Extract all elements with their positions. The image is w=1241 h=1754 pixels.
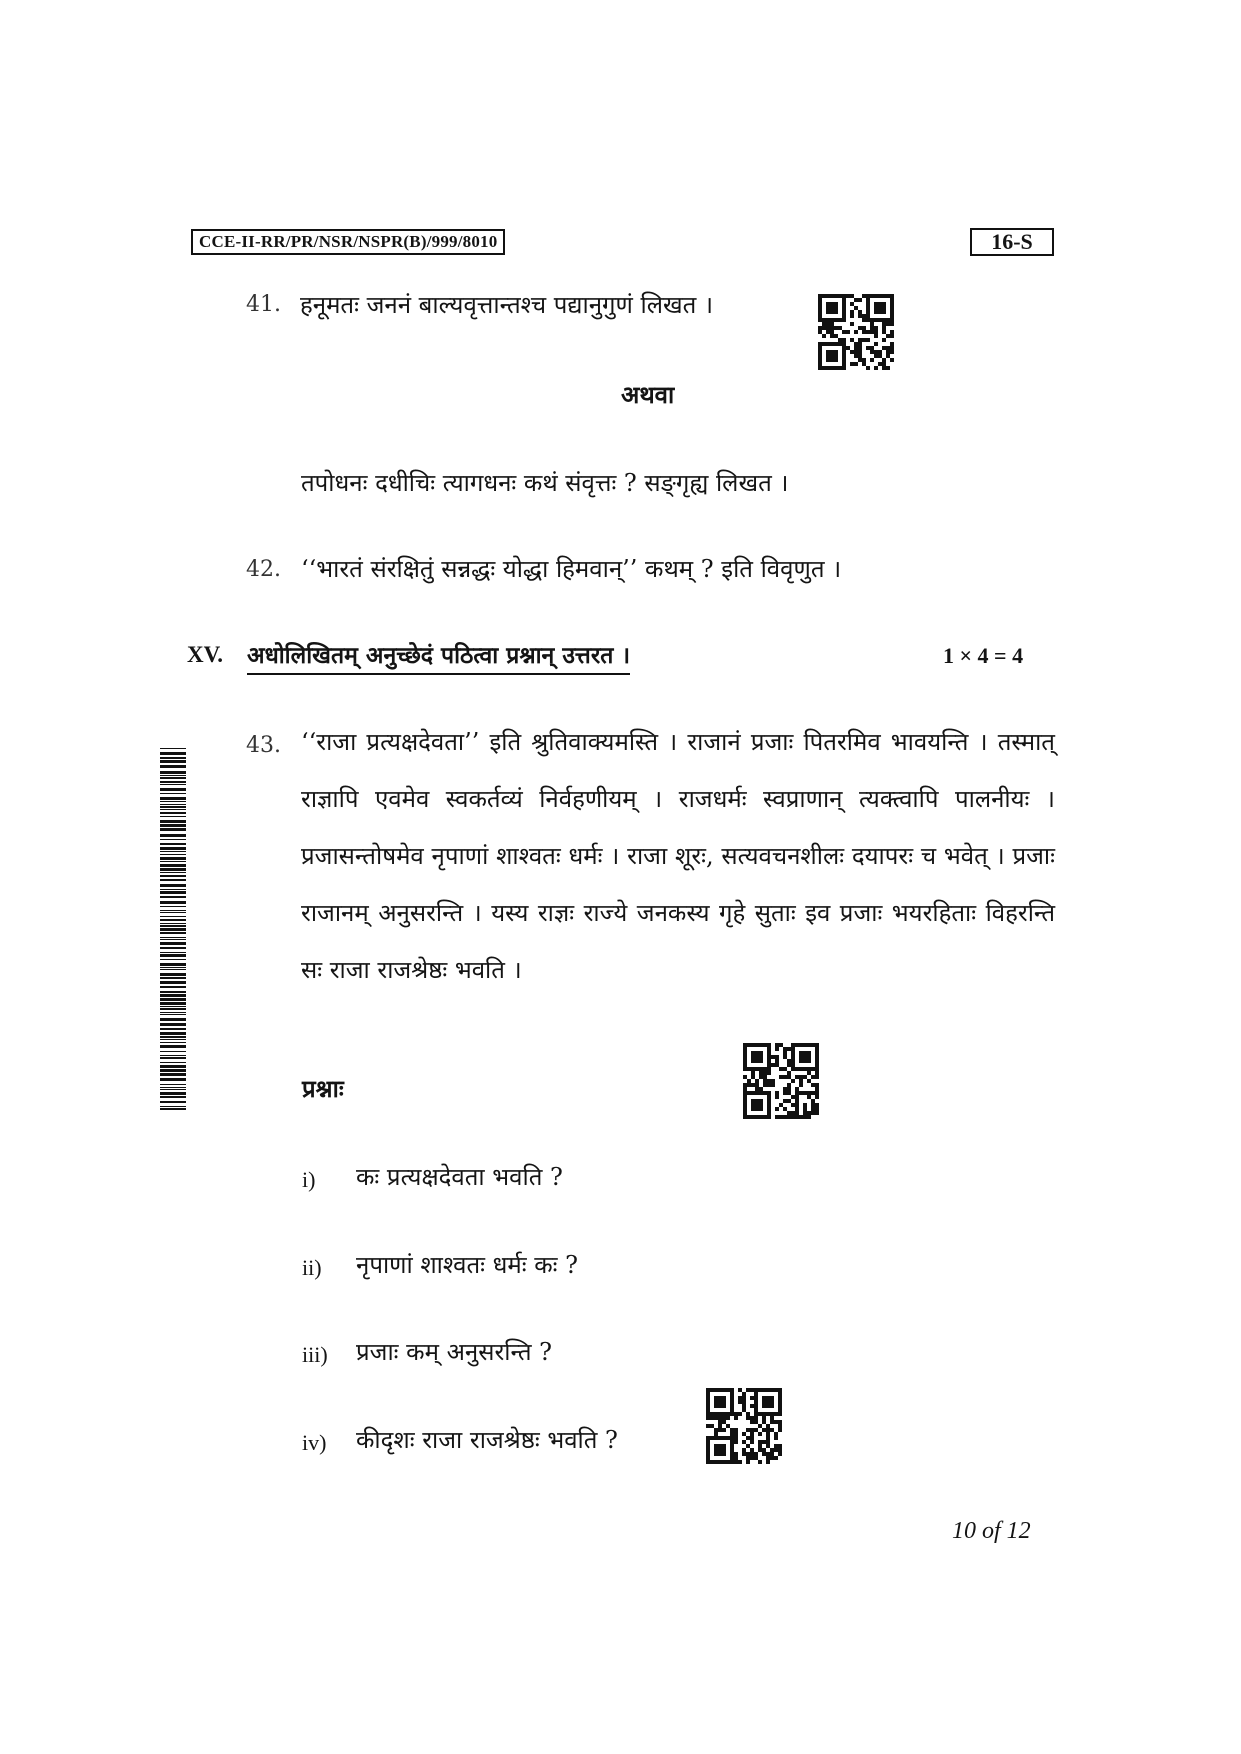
paper-id-badge: 16-S [970, 228, 1054, 256]
barcode-icon [160, 748, 186, 1112]
page-indicator: 10 of 12 [952, 1518, 1031, 1544]
section-title: अधोलिखितम् अनुच्छेदं पठित्वा प्रश्नान् उत्तरत । [247, 638, 630, 675]
question-42-text: ‘‘भारतं संरक्षितुं सन्नद्धः योद्धा हिमवान्’’ कथम् ? इति विवृणुत । [301, 555, 842, 583]
section-numeral: XV. [187, 642, 224, 667]
sub-question-number: i) [302, 1167, 316, 1192]
qr-code-icon [743, 1043, 819, 1119]
question-number-43: 43. [246, 733, 281, 758]
sub-question-text: प्रजाः कम् अनुसरन्ति ? [356, 1338, 553, 1366]
or-label: अथवा [621, 380, 675, 409]
section-marks: 1 × 4 = 4 [943, 643, 1024, 668]
exam-code: CCE-II-RR/PR/NSR/NSPR(B)/999/8010 [191, 229, 505, 255]
question-number-42: 42. [246, 557, 281, 582]
qr-code-icon [818, 294, 894, 370]
sub-question-text: कीदृशः राजा राजश्रेष्ठः भवति ? [356, 1426, 618, 1454]
question-number-41: 41. [246, 292, 281, 317]
sub-question-text: नृपाणां शाश्वतः धर्मः कः ? [356, 1251, 578, 1279]
qr-code-icon [706, 1388, 782, 1464]
passage-text: ‘‘राजा प्रत्यक्षदेवता’’ इति श्रुतिवाक्यमस्ति । राजानं प्रजाः पितरमिव भावयन्ति । तस्मात् राज्ञापि एवमेव स्वकर्तव्यं निर्वहणीयम् । राजधर्मः स्वप्राणान् त्यक्त्वापि पालनीयः । प्रजासन्तोषमेव नृपाणां शाश्वतः धर्मः । राजा शूरः, सत्यवचनशीलः दयापरः च भवेत् । प्रजाः राजानम् अनुसरन्ति । यस्य राज्ञः राज्ये जनकस्य गृहे सुताः इव प्रजाः भयरहिताः विहरन्ति सः राजा राजश्रेष्ठः भवति । [301, 728, 1055, 984]
questions-label: प्रश्नाः [302, 1074, 344, 1103]
sub-question-text: कः प्रत्यक्षदेवता भवति ? [356, 1163, 563, 1191]
sub-question-number: iii) [302, 1342, 328, 1367]
question-41-alternative-text: तपोधनः दधीचिः त्यागधनः कथं संवृत्तः ? सङ्गृह्य लिखत । [301, 469, 789, 497]
sub-question-number: ii) [302, 1255, 322, 1280]
question-41-text: हनूमतः जननं बाल्यवृत्तान्तश्च पद्यानुगुणं लिखत । [300, 291, 714, 319]
sub-question-number: iv) [302, 1430, 327, 1455]
